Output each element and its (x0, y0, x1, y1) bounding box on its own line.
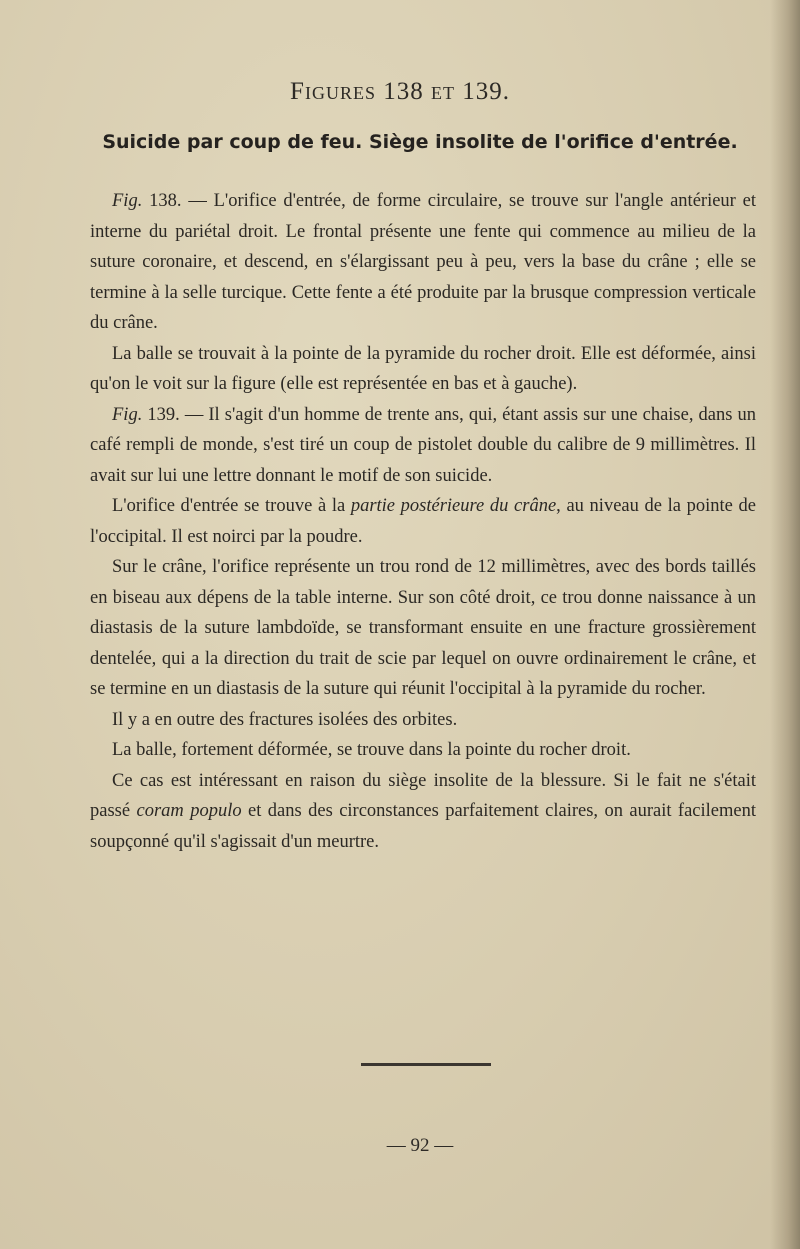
section-divider (361, 1063, 491, 1066)
page-heading: Figures 138 et 139. (290, 78, 510, 105)
paragraph-text: L'orifice d'entrée se trouve à la (112, 496, 351, 516)
page-edge-shadow (770, 0, 800, 1249)
paragraph-orifice (90, 491, 756, 552)
paragraph-text: , au niveau de la pointe de l'occipital. Il est noirci par la poudre. (90, 496, 756, 547)
page-subheading: Suicide par coup de feu. Siège insolite de l'orifice d'entrée. (102, 131, 738, 153)
fig-label: Fig. (112, 191, 143, 211)
paragraph-fig-139 (90, 400, 756, 492)
paragraph-text: et dans des circonstances parfaitement claires, on aurait facilement soupçonné qu'il s'agissait d'un meurtre. (90, 801, 756, 852)
body-text (90, 186, 756, 857)
page-number: — 92 — (386, 1135, 454, 1156)
paragraph-text: Ce cas est intéressant en raison du siège insolite de la blessure. Si le fait ne s'était passé (90, 770, 756, 821)
paragraph-balle: La balle se trouvait à la pointe de la pyramide du rocher droit. Elle est déformée, ainsi qu'on le voit sur la figure (elle est représentée en bas et à gauche). (90, 343, 756, 394)
paragraph-text: 138. — L'orifice d'entrée, de forme circulaire, se trouve sur l'angle antérieur et interne du pariétal droit. Le frontal présente une fente qui commence au milieu de la suture coronaire, et descend, en s'élargissant peu à peu, vers la base du crâne ; elle se termine à la selle turcique. Cette fente a été produite par la brusque compression verticale du crâne. (90, 191, 756, 333)
paragraph-orbites: Il y a en outre des fractures isolées des orbites. (112, 709, 458, 730)
paragraph-crane: Sur le crâne, l'orifice représente un trou rond de 12 millimètres, avec des bords taillés en biseau aux dépens de la table interne. Sur son côté droit, ce trou donne naissance à un diastasis de la suture lambdoïde, se transformant ensuite en une fracture grossièrement dentelée, qui a la direction du trait de scie par lequel on ouvre ordinairement le crâne, et se termine en un diastasis de la suture qui réunit l'occipital à la pyramide du rocher. (90, 557, 756, 699)
paragraph-text: 139. — Il s'agit d'un homme de trente ans, qui, étant assis sur une chaise, dans un café rempli de monde, s'est tiré un coup de pistolet double du calibre de 9 millimètres. Il avait sur lui une lettre donnant le motif de son suicide. (90, 404, 756, 486)
paragraph-fig-138 (90, 186, 756, 339)
fig-label: Fig. (112, 404, 143, 425)
emphasis-text: coram populo (136, 801, 242, 821)
emphasis-text: partie postérieure du crâne (350, 496, 557, 516)
paragraph-balle-deformee: La balle, fortement déformée, se trouve dans la pointe du rocher droit. (112, 740, 631, 760)
paragraph-conclusion (90, 766, 756, 858)
